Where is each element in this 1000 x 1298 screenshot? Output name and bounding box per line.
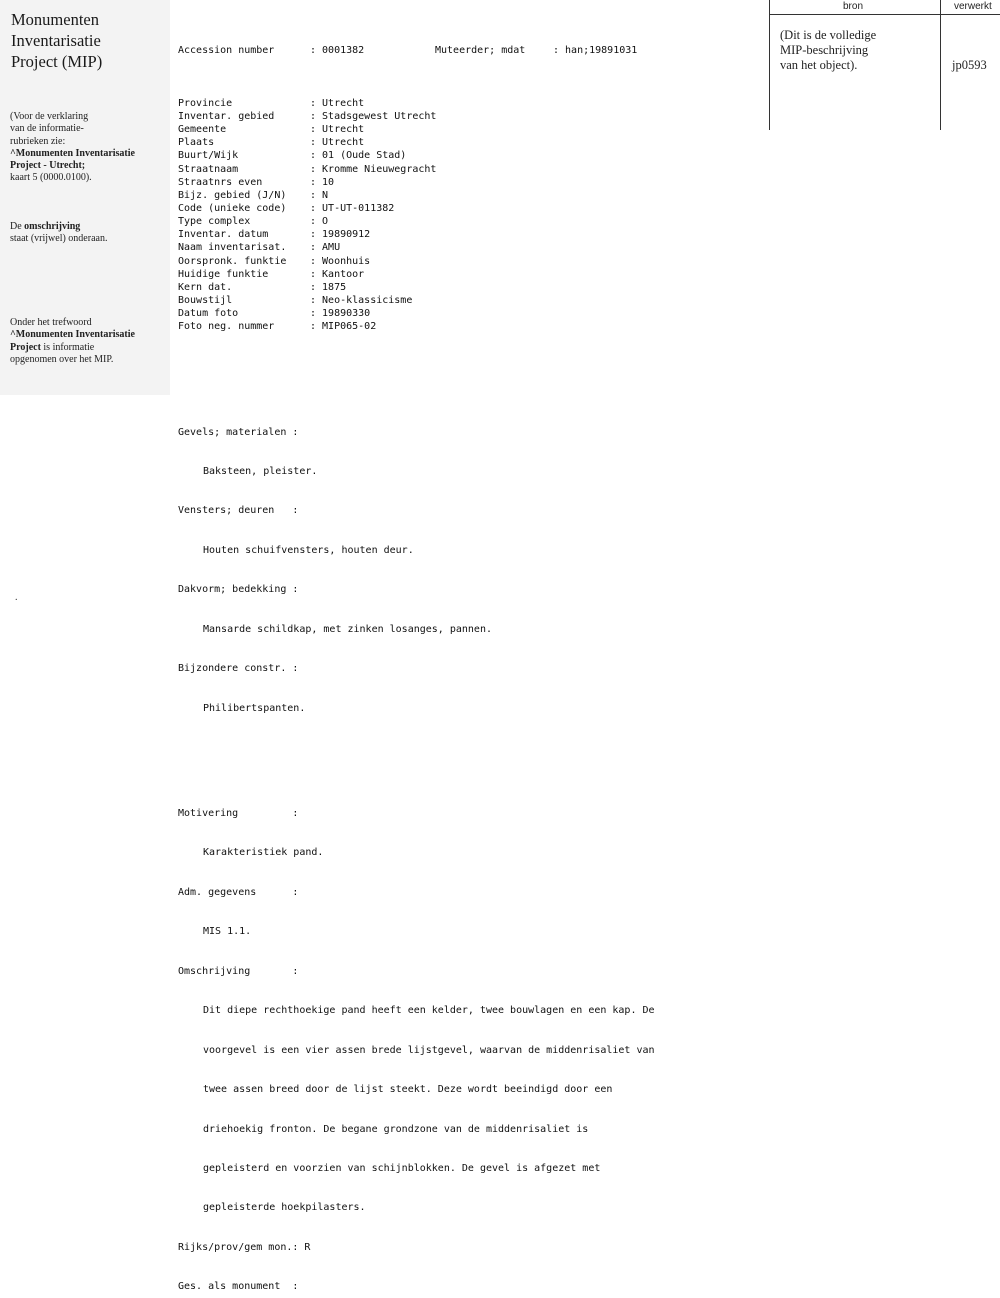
record-field-row [178, 241, 758, 254]
section-value: Karakteristiek pand. [203, 847, 324, 859]
table-divider [769, 0, 770, 130]
note-line [10, 342, 168, 354]
field-value: : Kromme Nieuwegracht [310, 163, 437, 175]
field-label: Muteerder; mdat [435, 45, 526, 57]
description-note [10, 221, 168, 246]
field-value: : 1875 [310, 281, 347, 293]
section-value: Houten schuifvensters, houten deur. [203, 544, 414, 556]
note-line: Onder het trefwoord [10, 317, 92, 328]
field-label: Buurt/Wijk [178, 150, 239, 162]
table-divider [940, 0, 941, 130]
field-value: : UT-UT-011382 [310, 203, 395, 215]
note-line [10, 221, 168, 233]
description-line: driehoekig fronton. De begane grondzone van de middenrisaliet is [203, 1123, 589, 1135]
field-value: : 0001382 [310, 45, 365, 57]
field-label: Huidige funktie [178, 268, 269, 280]
mip-title-line: Inventarisatie [11, 31, 101, 50]
note-line: (Voor de verklaring [10, 111, 89, 122]
record-field-row [178, 281, 758, 294]
description-line: twee assen breed door de lijst steekt. Deze wordt beeindigd door een [203, 1084, 613, 1096]
record-field-row [178, 136, 758, 149]
section-label: Gevels; materialen : [178, 426, 299, 438]
keyword-link[interactable]: Project [10, 341, 41, 353]
record-field-row [178, 228, 758, 241]
spacer [178, 373, 758, 386]
field-value: : Utrecht [310, 97, 365, 109]
field-value: : 19890330 [310, 308, 371, 320]
column-header-verwerkt: verwerkt [954, 1, 992, 12]
field-label: Type complex [178, 216, 251, 228]
field-label: Gemeente [178, 124, 227, 136]
field-value: : Kantoor [310, 268, 365, 280]
source-table [769, 0, 1000, 130]
note-line: rubrieken zie: [10, 135, 66, 147]
sidebar [0, 0, 170, 395]
field-value: : MIP065-02 [310, 321, 377, 333]
keyword-note [10, 317, 168, 366]
section-value: Baksteen, pleister. [203, 465, 318, 477]
record-field-row [178, 110, 758, 123]
source-line: (Dit is de volledige [780, 28, 877, 42]
field-value: : Woonhuis [310, 255, 371, 267]
record-field-row [178, 307, 758, 320]
reference-note [10, 111, 168, 185]
field-value: : Neo-klassicisme [310, 295, 413, 307]
mip-title [11, 9, 161, 72]
field-value: : Stadsgewest Utrecht [310, 111, 437, 123]
record-header-line [178, 44, 758, 57]
source-line: MIP-beschrijving [780, 43, 869, 57]
field-value: : N [310, 189, 329, 201]
table-divider [769, 14, 1000, 15]
note-line: opgenomen over het MIP. [10, 353, 114, 365]
field-value: : 10 [310, 176, 335, 188]
record-field-row [178, 215, 758, 228]
note-text: De [10, 221, 25, 232]
mip-title-line: Project (MIP) [11, 52, 103, 71]
section-label: Dakvorm; bedekking : [178, 584, 299, 596]
field-value: : Utrecht [310, 137, 365, 149]
note-line: van de informatie- [10, 123, 84, 135]
section-value: Mansarde schildkap, met zinken losanges, pannen. [203, 623, 492, 635]
field-label: Code (unieke code) [178, 203, 287, 215]
section-label: Bijzondere constr. : [178, 663, 299, 675]
field-label: Bouwstijl [178, 295, 233, 307]
section-value: MIS 1.1. [203, 926, 252, 938]
note-text: is informatie [40, 341, 95, 353]
field-label: Straatnrs even [178, 176, 263, 188]
note-bold: omschrijving [24, 221, 81, 232]
mip-title-line: Monumenten [11, 10, 99, 29]
field-label: Bijz. gebied (J/N) [178, 189, 287, 201]
section-label: Ges. als monument : [178, 1281, 299, 1293]
section-label: Adm. gegevens : [178, 886, 299, 898]
record-field-row [178, 189, 758, 202]
section-label: Vensters; deuren : [178, 505, 299, 517]
field-label: Naam inventarisat. [178, 242, 287, 254]
section-label: Rijks/prov/gem mon.: R [178, 1241, 311, 1253]
field-label: Foto neg. nummer [178, 321, 275, 333]
note-link-line[interactable] [10, 160, 168, 172]
record-field-row [178, 320, 758, 333]
field-label: Provincie [178, 97, 233, 109]
field-value: : AMU [310, 242, 341, 254]
note-link-line[interactable] [10, 329, 168, 341]
field-label: Datum foto [178, 308, 239, 320]
note-link-line[interactable] [10, 148, 168, 160]
record-field-row [178, 97, 758, 110]
field-label: Straatnaam [178, 163, 239, 175]
keyword-link[interactable]: ^Monumenten Inventarisatie [10, 329, 135, 341]
stray-mark: . [15, 592, 18, 603]
record-field-row [178, 176, 758, 189]
record-field-row [178, 294, 758, 307]
field-label: Accession number [178, 45, 275, 57]
record-field-row [178, 149, 758, 162]
note-line: staat (vrijwel) onderaan. [10, 233, 108, 245]
description-line: gepleisterde hoekpilasters. [203, 1202, 366, 1214]
record-field-row [178, 123, 758, 136]
source-line: van het object). [780, 58, 858, 72]
record-field-row [178, 202, 758, 215]
field-value: : 01 (Oude Stad) [310, 150, 407, 162]
processed-code: jp0593 [952, 58, 987, 72]
section-label: Motivering : [178, 807, 299, 819]
field-label: Oorspronk. funktie [178, 255, 287, 267]
field-label: Inventar. gebied [178, 111, 275, 123]
field-label: Inventar. datum [178, 229, 269, 241]
reference-link[interactable]: Project - Utrecht; [10, 160, 86, 172]
description-line: voorgevel is een vier assen brede lijstgevel, waarvan de middenrisaliet van [203, 1044, 655, 1056]
description-line: Dit diepe rechthoekige pand heeft een kelder, twee bouwlagen en een kap. De [203, 1005, 655, 1017]
section-label: Omschrijving : [178, 965, 299, 977]
column-header-bron: bron [843, 1, 864, 12]
description-line: gepleisterd en voorzien van schijnblokken. De gevel is afgezet met [203, 1163, 601, 1174]
field-label: Plaats [178, 137, 215, 149]
record-field-row [178, 163, 758, 176]
note-line: kaart 5 (0000.0100). [10, 172, 92, 184]
record-field-row [178, 268, 758, 281]
record-field-row [178, 255, 758, 268]
field-value: : 19890912 [310, 229, 371, 241]
field-value: : Utrecht [310, 124, 365, 136]
field-value: : O [310, 216, 329, 228]
mip-record [178, 18, 758, 1298]
field-value: : han;19891031 [553, 45, 638, 57]
section-value: Philibertspanten. [203, 702, 306, 714]
source-description [780, 28, 900, 73]
spacer [178, 754, 758, 767]
reference-link[interactable]: ^Monumenten Inventarisatie [10, 147, 135, 159]
field-label: Kern dat. [178, 281, 233, 293]
record-fields [178, 97, 758, 334]
